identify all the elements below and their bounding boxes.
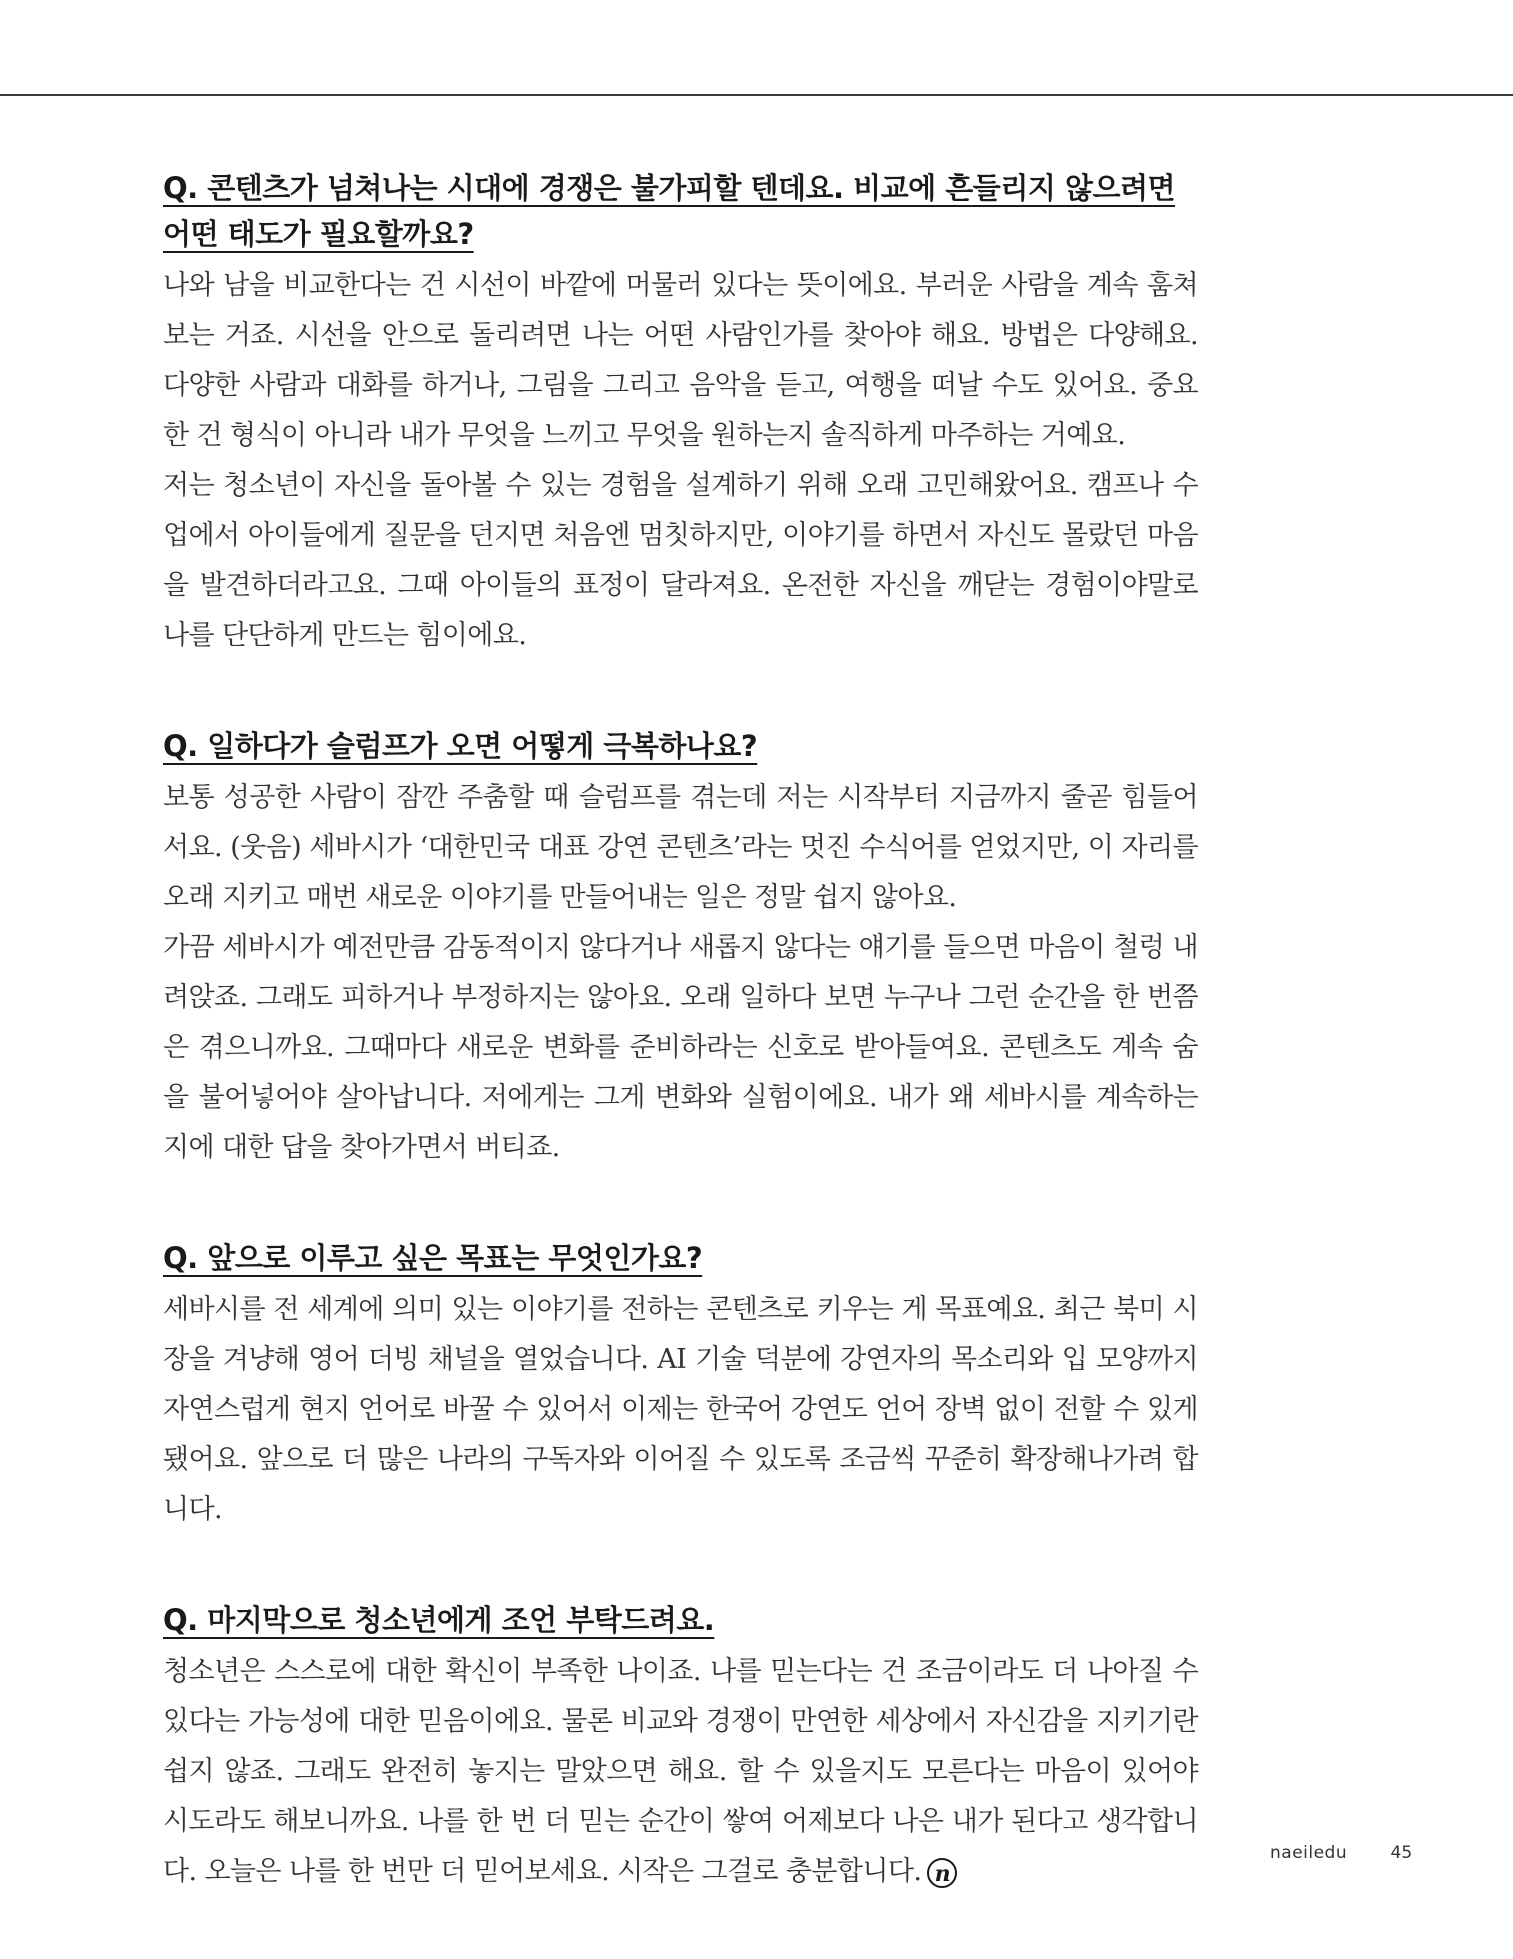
end-mark-icon: n xyxy=(927,1858,957,1888)
answer-paragraph: 가끔 세바시가 예전만큼 감동적이지 않다거나 새롭지 않다는 얘기를 들으면 마음이 철렁 내려앉죠. 그래도 피하거나 부정하지는 않아요. 오래 일하다 보면 누구나 그런 순간을 한 번쯤은 겪으니까요. 그때마다 새로운 변화를 준비하라는 신호로 받아들여요. 콘텐츠도 계속 숨을 불어넣어야 살아납니다. 저에게는 그게 변화와 실험이에요. 내가 왜 세바시를 계속하는지에 대한 답을 찾아가면서 버티죠. xyxy=(163,932,1198,1163)
page-number: 45 xyxy=(1390,1843,1413,1863)
top-rule xyxy=(0,94,1513,96)
article-body xyxy=(163,165,1198,1959)
qa-section-2 xyxy=(163,723,1198,1173)
answer-paragraph: 청소년은 스스로에 대한 확신이 부족한 나이죠. 나를 믿는다는 건 조금이라도 더 나아질 수 있다는 가능성에 대한 믿음이에요. 물론 비교와 경쟁이 만연한 세상에서 자신감을 지키기란 쉽지 않죠. 그래도 완전히 놓지는 말았으면 해요. 할 수 있을지도 모른다는 마음이 있어야 시도라도 해보니까요. 나를 한 번 더 믿는 순간이 쌓여 어제보다 나은 내가 된다고 생각합니다. 오늘은 나를 한 번만 더 믿어보세요. 시작은 그걸로 충분합니다. n xyxy=(163,1656,1198,1887)
question-heading: Q. 콘텐츠가 넘쳐나는 시대에 경쟁은 불가피할 텐데요. 비교에 흔들리지 않으려면 어떤 태도가 필요할까요? xyxy=(163,171,1176,251)
page-footer xyxy=(1270,1843,1412,1863)
answer-paragraph: 보통 성공한 사람이 잠깐 주춤할 때 슬럼프를 겪는데 저는 시작부터 지금까지 줄곧 힘들어서요. (웃음) 세바시가 ‘대한민국 대표 강연 콘텐츠’라는 멋진 수식어를 얻었지만, 이 자리를 오래 지키고 매번 새로운 이야기를 만들어내는 일은 정말 쉽지 않아요. xyxy=(163,782,1198,913)
answer-paragraph: 세바시를 전 세계에 의미 있는 이야기를 전하는 콘텐츠로 키우는 게 목표예요. 최근 북미 시장을 겨냥해 영어 더빙 채널을 열었습니다. AI 기술 덕분에 강연자의 목소리와 입 모양까지 자연스럽게 현지 언어로 바꿀 수 있어서 이제는 한국어 강연도 언어 장벽 없이 전할 수 있게 됐어요. 앞으로 더 많은 나라의 구독자와 이어질 수 있도록 조금씩 꾸준히 확장해나가려 합니다. xyxy=(163,1294,1198,1525)
answer-paragraph: 저는 청소년이 자신을 돌아볼 수 있는 경험을 설계하기 위해 오래 고민해왔어요. 캠프나 수업에서 아이들에게 질문을 던지면 처음엔 멈칫하지만, 이야기를 하면서 자신도 몰랐던 마음을 발견하더라고요. 그때 아이들의 표정이 달라져요. 온전한 자신을 깨닫는 경험이야말로 나를 단단하게 만드는 힘이에요. xyxy=(163,470,1198,651)
footer-brand: naeiledu xyxy=(1270,1843,1348,1863)
qa-section-4 xyxy=(163,1597,1198,1897)
qa-section-3 xyxy=(163,1235,1198,1535)
question-heading: Q. 앞으로 이루고 싶은 목표는 무엇인가요? xyxy=(163,1241,703,1275)
question-heading: Q. 일하다가 슬럼프가 오면 어떻게 극복하나요? xyxy=(163,729,758,763)
question-heading: Q. 마지막으로 청소년에게 조언 부탁드려요. xyxy=(163,1603,715,1637)
qa-section-1 xyxy=(163,165,1198,661)
answer-paragraph: 나와 남을 비교한다는 건 시선이 바깥에 머물러 있다는 뜻이에요. 부러운 사람을 계속 훔쳐보는 거죠. 시선을 안으로 돌리려면 나는 어떤 사람인가를 찾아야 해요. 방법은 다양해요. 다양한 사람과 대화를 하거나, 그림을 그리고 음악을 듣고, 여행을 떠날 수도 있어요. 중요한 건 형식이 아니라 내가 무엇을 느끼고 무엇을 원하는지 솔직하게 마주하는 거예요. xyxy=(163,270,1198,451)
